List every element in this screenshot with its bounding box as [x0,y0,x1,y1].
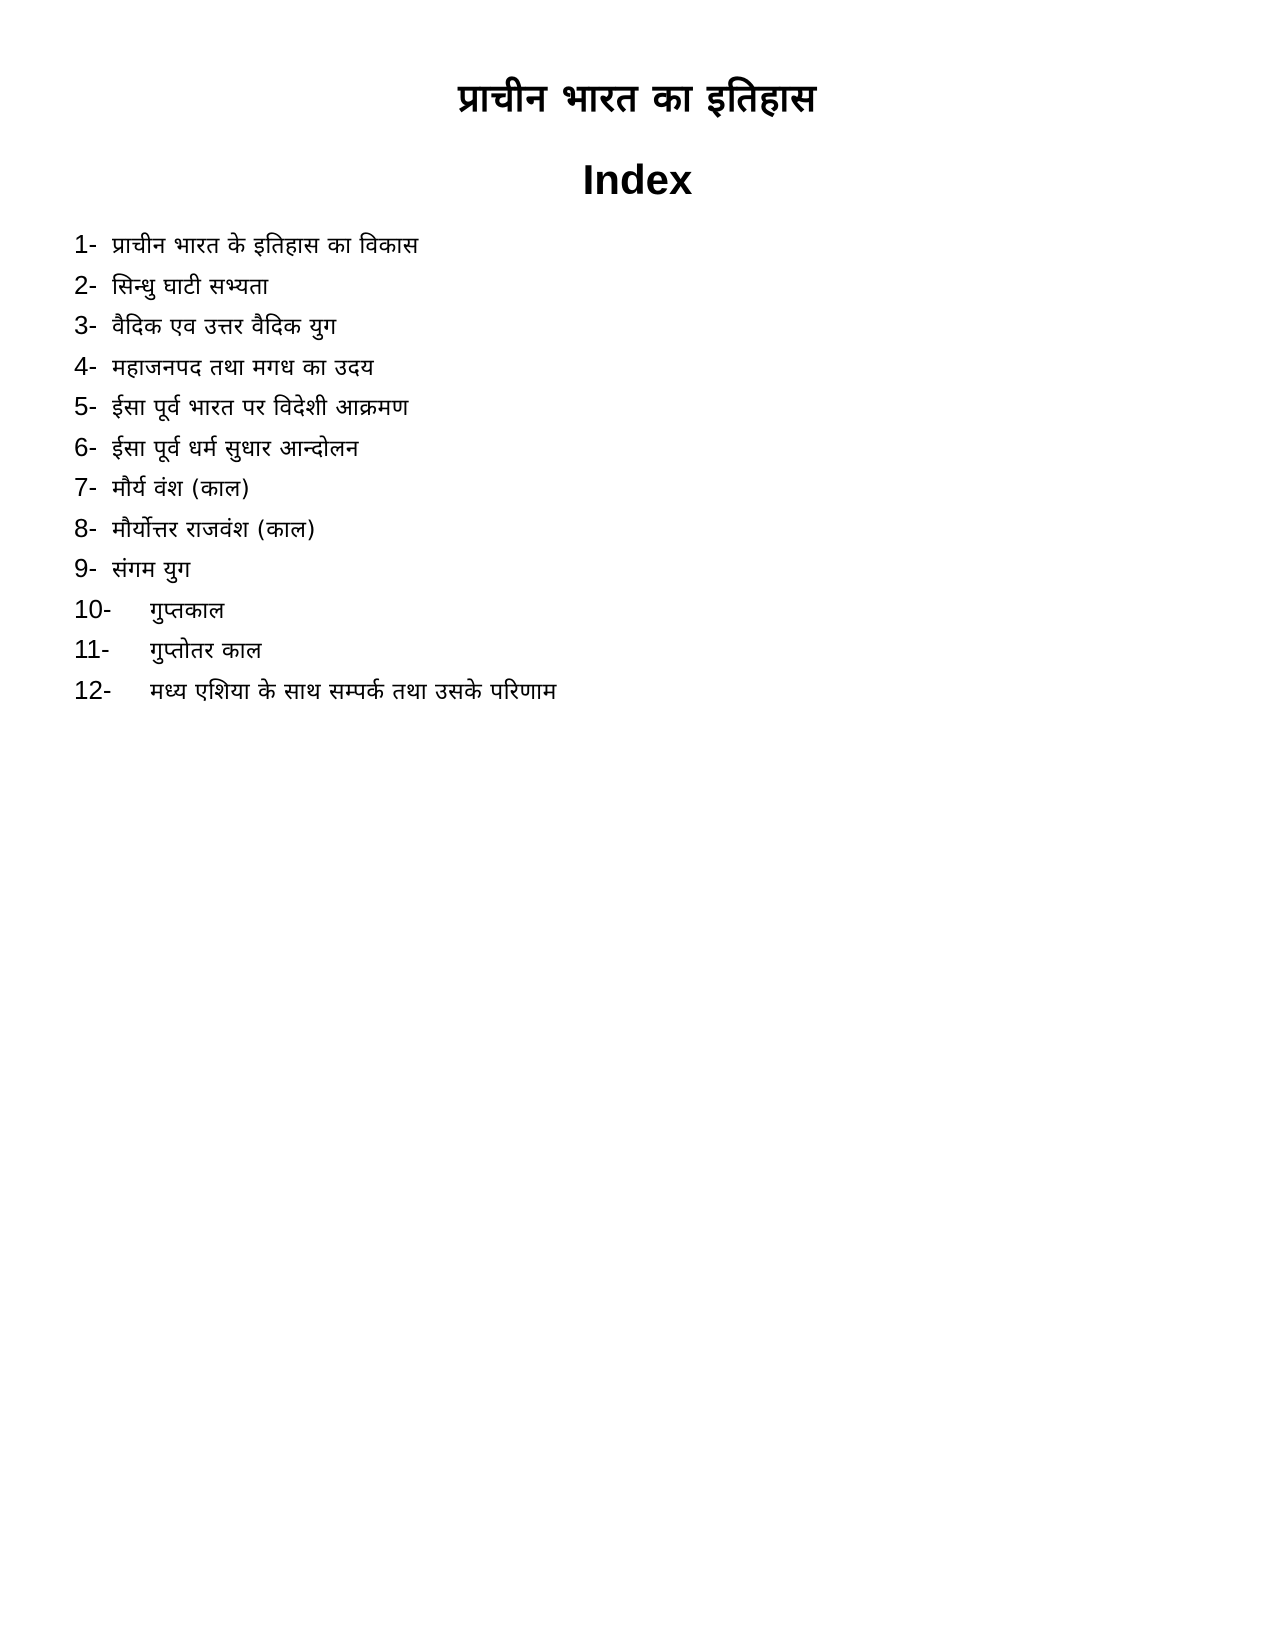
toc-item-4 [74,346,557,387]
toc-text: मौर्योत्तर राजवंश (काल) [112,516,316,543]
document-title: प्राचीन भारत का इतिहास [458,76,817,120]
toc-item-1 [74,224,557,265]
toc-number: 4- [74,350,98,381]
toc-text: महाजनपद तथा मगध का उदय [112,354,375,381]
toc-item-3 [74,305,557,346]
toc-text: गुप्तोतर काल [150,638,263,664]
toc-item-8 [74,508,557,549]
toc-number: 11- [74,634,110,664]
toc-number: 12- [74,674,112,705]
toc-number: 3- [74,310,98,340]
toc-text: प्राचीन भारत के इतिहास का विकास [112,233,419,259]
toc-text: वैदिक एव उत्तर वैदिक युग [112,314,337,340]
toc-text: मध्य एशिया के साथ सम्पर्क तथा उसके परिणाम [150,678,557,705]
toc-number: 7- [74,472,98,502]
toc-item-7 [74,467,557,508]
toc-number: 2- [74,269,98,300]
toc-item-11 [74,629,557,670]
toc-text: ईसा पूर्व भारत पर विदेशी आक्रमण [112,395,409,421]
index-heading: Index [582,156,693,203]
toc-text: मौर्य वंश (काल) [112,476,251,502]
toc-text: सिन्धु घाटी सभ्यता [112,273,269,300]
toc-number: 8- [74,512,98,543]
toc-text: ईसा पूर्व धर्म सुधार आन्दोलन [112,435,359,462]
toc-number: 10- [74,593,112,624]
toc-item-9 [74,548,557,589]
toc-item-12 [74,670,557,711]
toc-number: 5- [74,391,98,421]
toc-text: गुप्तकाल [150,597,225,624]
toc-item-6 [74,427,557,468]
toc-number: 6- [74,431,98,462]
table-of-contents [74,224,557,710]
toc-text: संगम युग [112,557,191,583]
toc-item-5 [74,386,557,427]
toc-item-2 [74,265,557,306]
toc-item-10 [74,589,557,630]
toc-number: 9- [74,553,98,583]
toc-number: 1- [74,229,98,259]
